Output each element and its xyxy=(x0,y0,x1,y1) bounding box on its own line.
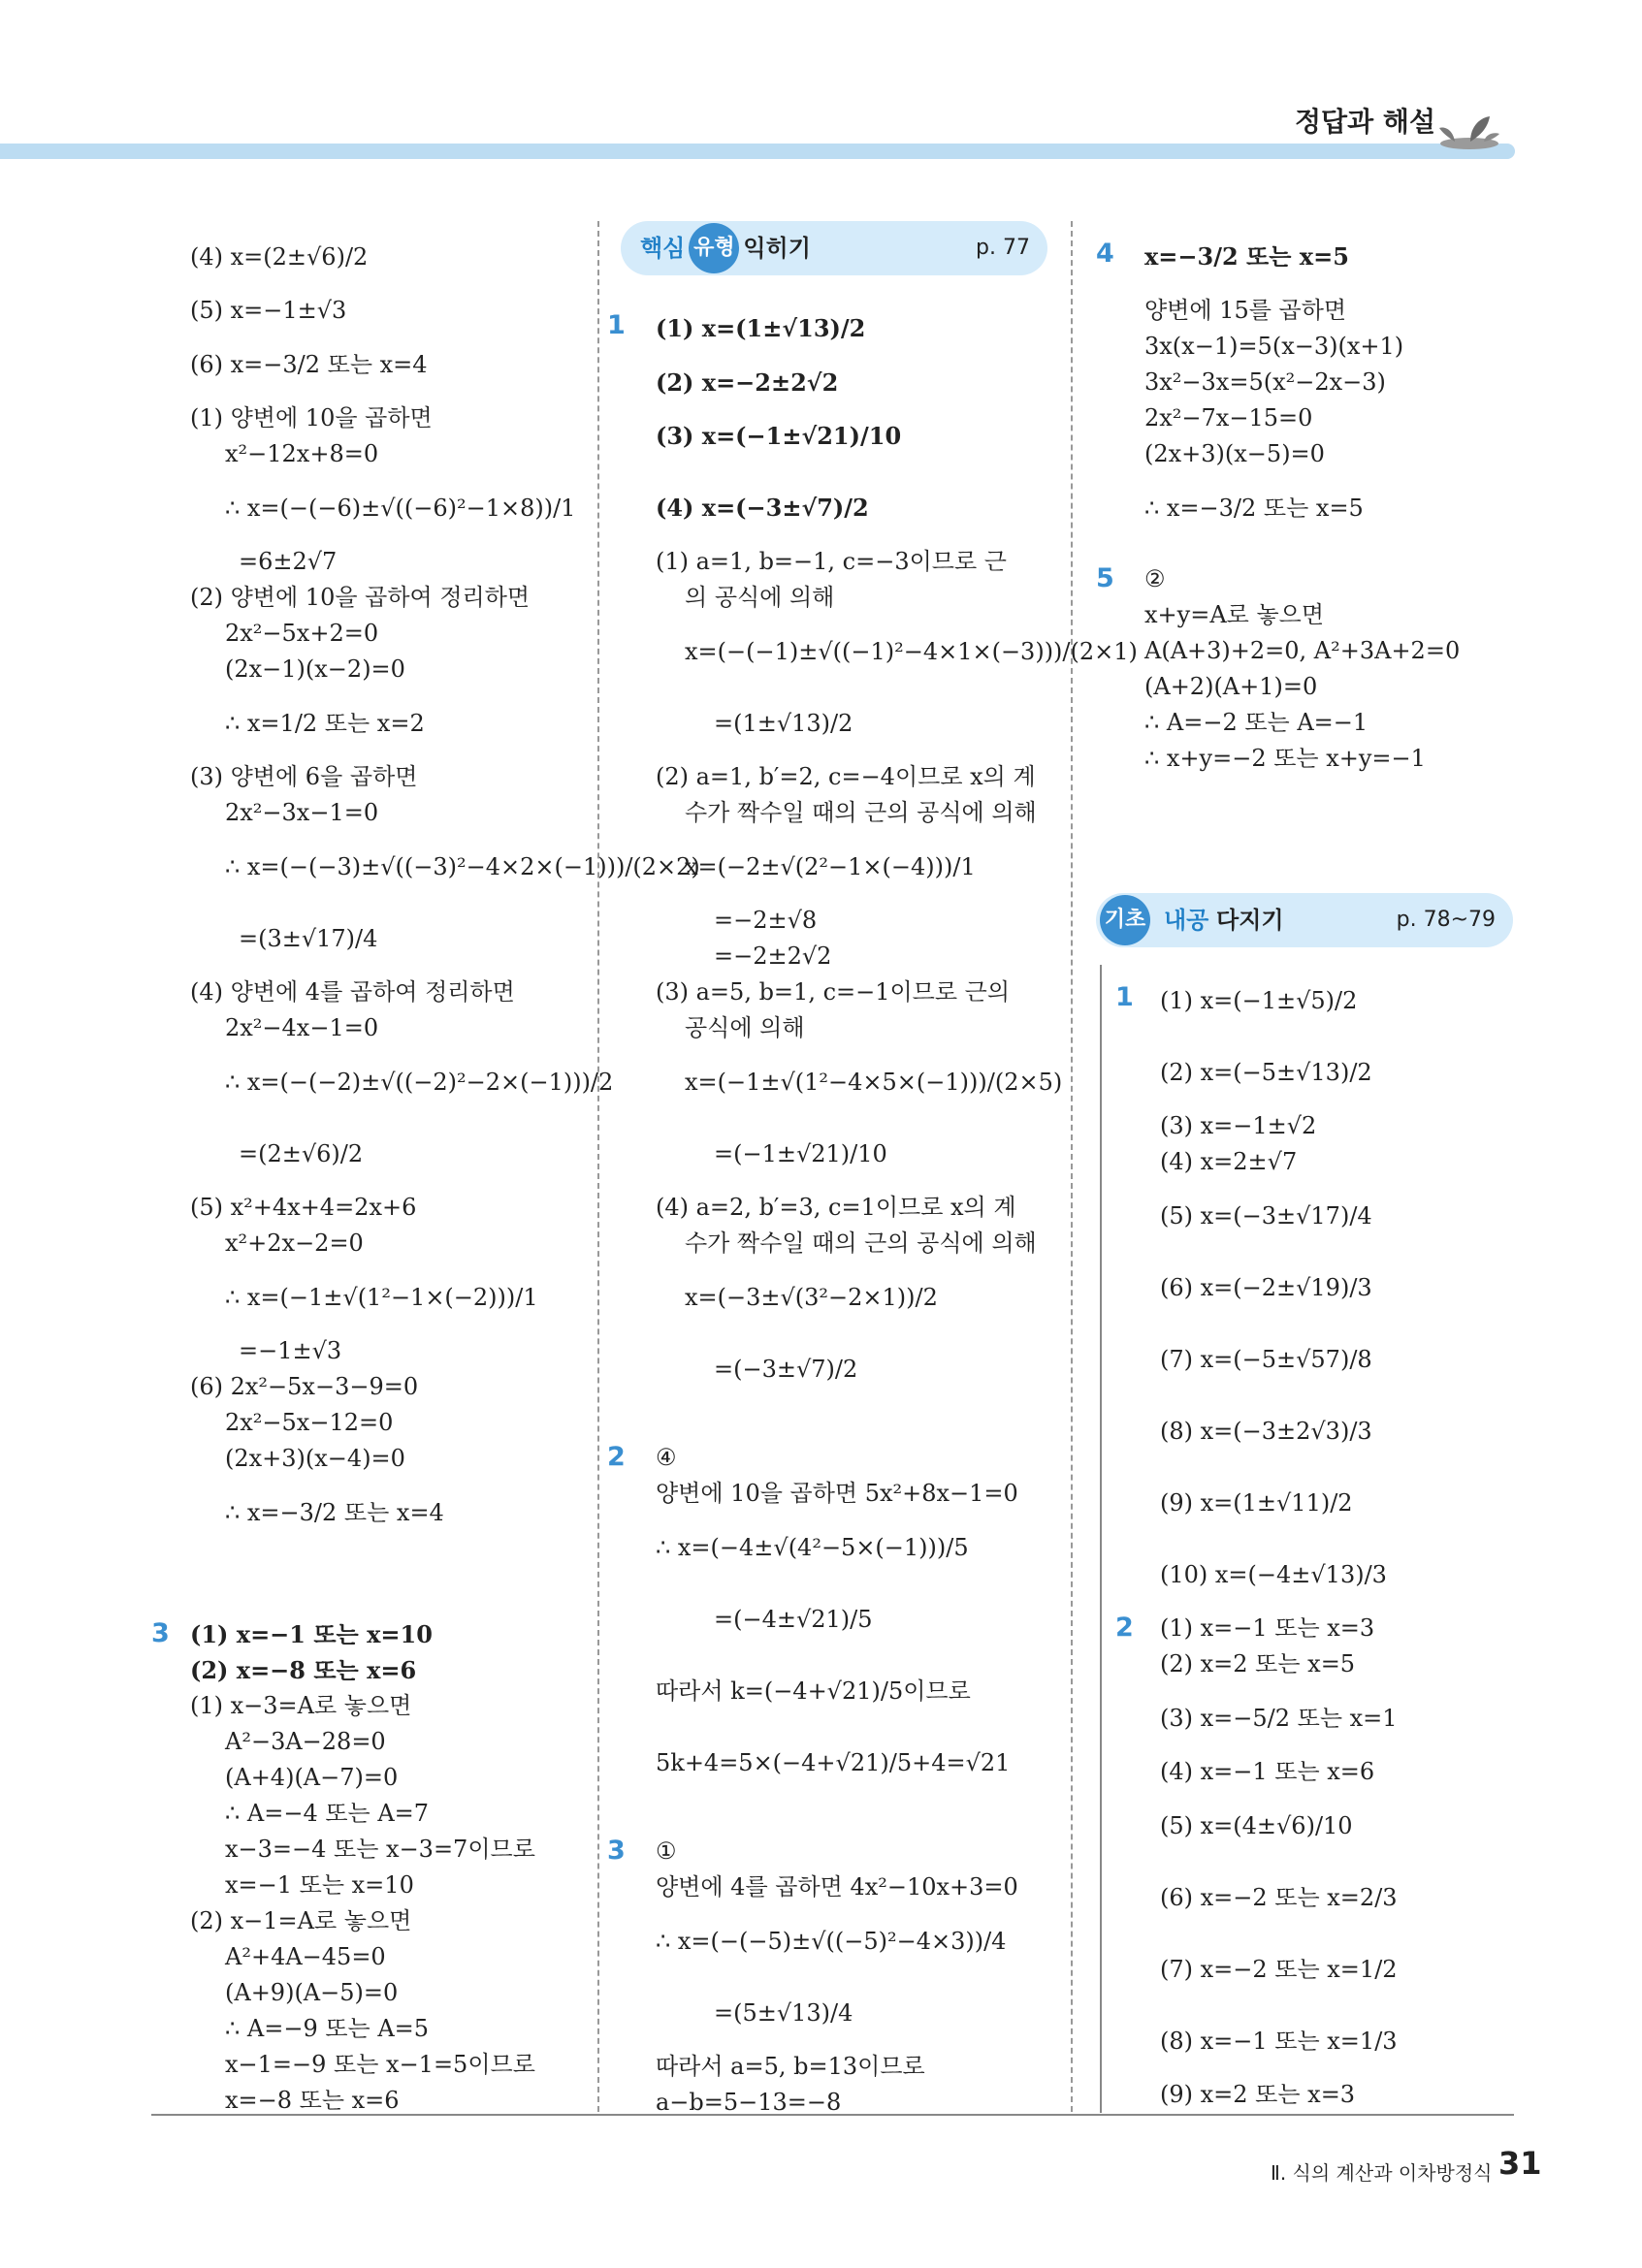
section-header-basics xyxy=(1096,893,1513,947)
answer-line: (1) x=(1±√13)/2 xyxy=(656,314,866,342)
answer-line: (9) x=2 또는 x=3 xyxy=(1160,2081,1356,2108)
solution-line: ∴ x+y=−2 또는 x+y=−1 xyxy=(1144,745,1426,772)
solution-line: x²−12x+8=0 xyxy=(225,440,379,467)
solution-line: x=(−3±√(3²−2×1))/2 xyxy=(685,1284,938,1311)
solution-line: (3) a=5, b=1, c=−1이므로 근의 xyxy=(656,978,1011,1006)
answer-line: (5) x=(−3±√17)/4 xyxy=(1160,1202,1372,1230)
solution-line: (1) a=1, b=−1, c=−3이므로 근 xyxy=(656,548,1007,575)
answer-line: (2) x=−8 또는 x=6 xyxy=(190,1656,417,1684)
solution-line: 수가 짝수일 때의 근의 공식에 의해 xyxy=(685,1230,1037,1257)
column-divider-2 xyxy=(1071,221,1073,2112)
solution-line: (2) a=1, b′=2, c=−4이므로 x의 계 xyxy=(656,763,1036,790)
answer-line: (1) x=−1 또는 x=3 xyxy=(1160,1614,1375,1642)
answer-line: (4) x=−1 또는 x=6 xyxy=(1160,1758,1375,1785)
header-bar xyxy=(0,144,1515,159)
answer-line: (2) x=2 또는 x=5 xyxy=(1160,1650,1356,1677)
solution-line: 양변에 15를 곱하면 xyxy=(1144,297,1347,324)
question-3-block xyxy=(151,1616,588,2119)
answer-line: (3) x=(−1±√21)/10 xyxy=(656,422,902,450)
solution-line: (4) a=2, b′=3, c=1이므로 x의 계 xyxy=(656,1194,1016,1221)
solution-line: x=(−2±√(2²−1×(−4)))/1 xyxy=(685,853,976,880)
solution-line: x²+2x−2=0 xyxy=(225,1230,364,1257)
solution-line: ∴ x=−3/2 또는 x=4 xyxy=(225,1499,444,1526)
solution-line: =(5±√13)/4 xyxy=(714,1999,853,2027)
solution-line: =(1±√13)/2 xyxy=(714,710,853,737)
solution-line: (A+9)(A−5)=0 xyxy=(225,1979,399,2006)
question-number: 1 xyxy=(607,310,626,340)
answer-line: (1) x=(−1±√5)/2 xyxy=(1160,987,1358,1014)
solution-line: =(2±√6)/2 xyxy=(239,1140,364,1167)
solution-line: 3x(x−1)=5(x−3)(x+1) xyxy=(1144,333,1404,360)
solution-line: A²−3A−28=0 xyxy=(225,1728,386,1755)
answer-line: (7) x=(−5±√57)/8 xyxy=(1160,1346,1372,1373)
solution-line: ∴ A=−9 또는 A=5 xyxy=(225,2015,430,2042)
solution-line: (2x+3)(x−4)=0 xyxy=(225,1445,405,1472)
section-label: 다지기 xyxy=(1216,907,1284,934)
solution-line: (A+2)(A+1)=0 xyxy=(1144,673,1318,700)
solution-line: x−3=−4 또는 x−3=7이므로 xyxy=(225,1836,535,1863)
section-label: 익히기 xyxy=(743,235,811,262)
solution-line: ∴ x=(−(−2)±√((−2)²−2×(−1)))/2 xyxy=(225,1069,614,1096)
solution-line: ∴ A=−2 또는 A=−1 xyxy=(1144,709,1368,736)
page-ref: p. 78~79 xyxy=(1396,908,1496,932)
page-ref: p. 77 xyxy=(976,236,1030,260)
question-number: 1 xyxy=(1115,982,1134,1012)
answer-line: (4) x=(−3±√7)/2 xyxy=(656,494,869,522)
answer-line: (8) x=−1 또는 x=1/3 xyxy=(1160,2028,1398,2055)
answer-line: (5) x=(4±√6)/10 xyxy=(1160,1812,1353,1839)
solution-line: (4) 양변에 4를 곱하여 정리하면 xyxy=(190,978,515,1006)
solution-line: a−b=5−13=−8 xyxy=(656,2089,842,2116)
solution-line: 공식에 의해 xyxy=(685,1014,805,1041)
solution-line: 2x²−5x−12=0 xyxy=(225,1409,394,1436)
question-4-block xyxy=(1096,221,1513,544)
answer-line: (1) x=−1 또는 x=10 xyxy=(190,1620,433,1648)
answer-line: (2) x=(−5±√13)/2 xyxy=(1160,1059,1372,1086)
solution-line: A²+4A−45=0 xyxy=(225,1943,386,1970)
solution-line: =(−4±√21)/5 xyxy=(714,1606,873,1633)
question-3-block xyxy=(607,1834,1047,2121)
solution-line: 5k+4=5×(−4+√21)/5+4=√21 xyxy=(656,1749,1011,1776)
solution-line: =(−3±√7)/2 xyxy=(714,1356,858,1383)
solution-line: ∴ x=(−(−5)±√((−5)²−4×3))/4 xyxy=(656,1928,1007,1955)
solution-line: x=−1 또는 x=10 xyxy=(225,1871,414,1899)
section-badge: 유형 xyxy=(689,223,739,273)
solution-line: 따라서 a=5, b=13이므로 xyxy=(656,2053,925,2080)
answer-line: (7) x=−2 또는 x=1/2 xyxy=(1160,1956,1398,1983)
answer-line: (2) x=−2±2√2 xyxy=(656,368,839,397)
solution-line: (2) x−1=A로 놓으면 xyxy=(190,1907,412,1934)
solution-line: (5) x²+4x+4=2x+6 xyxy=(190,1194,417,1221)
solution-line: ∴ A=−4 또는 A=7 xyxy=(225,1800,430,1827)
column-3 xyxy=(1096,221,1513,2113)
solution-line: 2x²−7x−15=0 xyxy=(1144,404,1313,431)
solution-line: =−2±2√2 xyxy=(714,942,832,970)
answer-line: (4) x=(2±√6)/2 xyxy=(190,243,369,271)
page-number: 31 xyxy=(1498,2145,1542,2182)
question-number: 2 xyxy=(1115,1613,1134,1643)
answer-line: (9) x=(1±√11)/2 xyxy=(1160,1489,1353,1517)
solution-line: x=(−(−1)±√((−1)²−4×1×(−3)))/(2×1) xyxy=(685,638,1138,665)
answer-line: ① xyxy=(656,1837,677,1865)
solution-line: x+y=A로 놓으면 xyxy=(1144,601,1325,628)
question-2-block xyxy=(607,1440,1047,1799)
solution-line: x=(−1±√(1²−4×5×(−1)))/(2×5) xyxy=(685,1069,1063,1096)
question-5-block xyxy=(1096,561,1513,777)
answer-line: ④ xyxy=(656,1444,677,1471)
section-label: 핵심 xyxy=(640,235,686,262)
answer-line: (8) x=(−3±2√3)/3 xyxy=(1160,1418,1372,1445)
solution-line: (2) 양변에 10을 곱하여 정리하면 xyxy=(190,584,531,611)
answer-line: (4) x=2±√7 xyxy=(1160,1148,1298,1175)
solution-line: (A+4)(A−7)=0 xyxy=(225,1764,399,1791)
solution-line: x−1=−9 또는 x−1=5이므로 xyxy=(225,2051,535,2078)
solution-line: (3) 양변에 6을 곱하면 xyxy=(190,763,418,790)
question-number: 2 xyxy=(607,1442,626,1472)
question-2-block xyxy=(1102,1611,1513,2113)
solution-line: 수가 짝수일 때의 근의 공식에 의해 xyxy=(685,799,1037,826)
solution-line: ∴ x=(−4±√(4²−5×(−1)))/5 xyxy=(656,1534,969,1561)
solution-line: 양변에 4를 곱하면 4x²−10x+3=0 xyxy=(656,1873,1018,1901)
sprout-icon xyxy=(1435,109,1503,149)
question-number: 3 xyxy=(151,1618,170,1648)
footer-rule xyxy=(151,2114,1514,2116)
basics-answers xyxy=(1100,965,1513,2113)
answer-line: (6) x=(−2±√19)/3 xyxy=(1160,1274,1372,1301)
answer-line: (6) x=−3/2 또는 x=4 xyxy=(190,351,428,378)
answer-line: ② xyxy=(1144,565,1166,592)
answer-line: x=−3/2 또는 x=5 xyxy=(1144,242,1349,271)
solution-line: ∴ x=(−(−3)±√((−3)²−4×2×(−1)))/(2×2) xyxy=(225,853,700,880)
solution-line: =−1±√3 xyxy=(239,1337,342,1364)
answer-line: (6) x=−2 또는 x=2/3 xyxy=(1160,1884,1398,1911)
solution-line: 따라서 k=(−4+√21)/5이므로 xyxy=(656,1677,971,1705)
section-label: 내공 xyxy=(1164,907,1209,934)
solution-line: =6±2√7 xyxy=(239,548,338,575)
solution-line: ∴ x=−3/2 또는 x=5 xyxy=(1144,495,1364,522)
solution-line: ∴ x=(−(−6)±√((−6)²−1×8))/1 xyxy=(225,495,576,522)
footer-chapter: Ⅱ. 식의 계산과 이차방정식 xyxy=(1271,2161,1493,2185)
solution-line: 의 공식에 의해 xyxy=(685,584,835,611)
solution-line: 2x²−4x−1=0 xyxy=(225,1014,379,1041)
solution-line: (6) 2x²−5x−3−9=0 xyxy=(190,1373,419,1400)
solution-line: A(A+3)+2=0, A²+3A+2=0 xyxy=(1144,637,1461,664)
solution-line: =(−1±√21)/10 xyxy=(714,1140,887,1167)
solution-line: 양변에 10을 곱하면 5x²+8x−1=0 xyxy=(656,1480,1018,1507)
solution-line: 3x²−3x=5(x²−2x−3) xyxy=(1144,368,1386,396)
question-number: 5 xyxy=(1096,563,1114,593)
solution-line: =−2±√8 xyxy=(714,907,818,934)
solution-line: (1) 양변에 10을 곱하면 xyxy=(190,404,433,431)
solution-line: (2x−1)(x−2)=0 xyxy=(225,655,405,683)
answer-line: (3) x=−5/2 또는 x=1 xyxy=(1160,1705,1398,1732)
answer-line: (5) x=−1±√3 xyxy=(190,297,347,324)
section-badge: 기초 xyxy=(1100,895,1150,945)
solution-line: (2x+3)(x−5)=0 xyxy=(1144,440,1325,467)
solution-line: (1) x−3=A로 놓으면 xyxy=(190,1692,412,1719)
header-title: 정답과 해설 xyxy=(1295,106,1435,138)
question-number: 4 xyxy=(1096,239,1114,269)
solution-line: x=−8 또는 x=6 xyxy=(225,2087,400,2114)
answer-line: (10) x=(−4±√13)/3 xyxy=(1160,1561,1387,1588)
section-header-core-types xyxy=(621,221,1047,275)
solution-line: =(3±√17)/4 xyxy=(239,925,378,952)
answer-line: (3) x=−1±√2 xyxy=(1160,1112,1317,1139)
solution-line: 2x²−5x+2=0 xyxy=(225,620,379,647)
question-1-block xyxy=(1102,965,1513,1611)
solution-line: ∴ x=(−1±√(1²−1×(−2)))/1 xyxy=(225,1284,538,1311)
column-divider-1 xyxy=(597,221,599,2112)
solution-line: ∴ x=1/2 또는 x=2 xyxy=(225,710,425,737)
solution-line: 2x²−3x−1=0 xyxy=(225,799,379,826)
question-number: 3 xyxy=(607,1836,626,1866)
